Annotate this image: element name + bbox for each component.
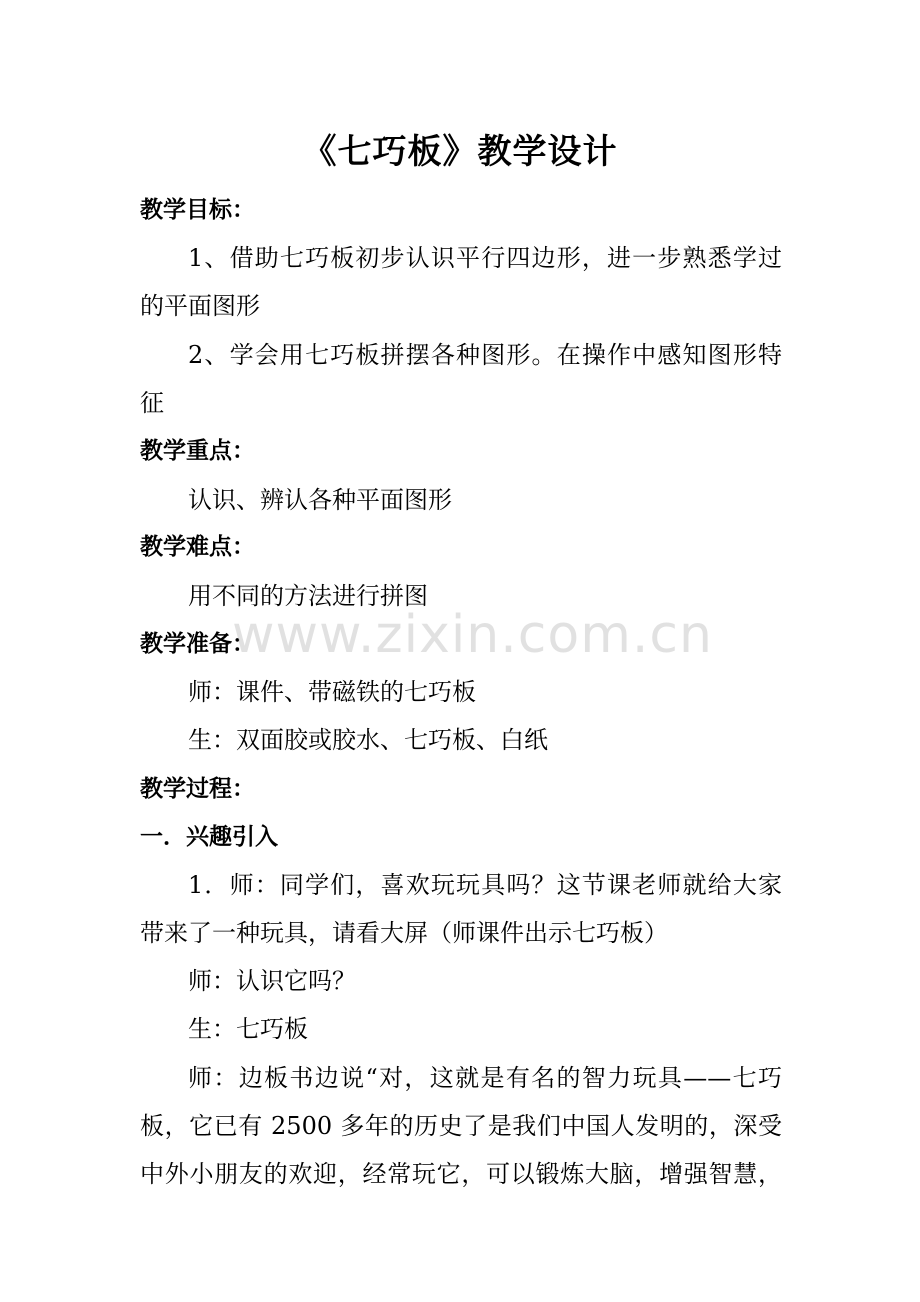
- paragraph-line: 的平面图形: [140, 292, 260, 320]
- section-heading-preparation: 教学准备：: [140, 631, 255, 657]
- document-title: 《七巧板》教学设计: [302, 132, 618, 172]
- section-heading-objectives: 教学目标：: [140, 197, 255, 223]
- paragraph-line: 生：七巧板: [188, 1015, 308, 1043]
- paragraph-line: 师：课件、带磁铁的七巧板: [188, 678, 476, 706]
- paragraph-line: 板，它已有 2500 多年的历史了是我们中国人发明的，深受: [140, 1112, 782, 1140]
- paragraph-line: 1．师：同学们，喜欢玩玩具吗？这节课老师就给大家: [188, 871, 782, 899]
- watermark: www.zixin.com.cn: [232, 605, 713, 665]
- paragraph-line: 征: [140, 389, 164, 417]
- paragraph-line: 中外小朋友的欢迎，经常玩它，可以锻炼大脑，增强智慧，: [140, 1160, 782, 1188]
- paragraph-line: 师：认识它吗？: [188, 967, 356, 995]
- paragraph-line: 带来了一种玩具，请看大屏（师课件出示七巧板）: [140, 919, 668, 947]
- paragraph-line: 生：双面胶或胶水、七巧板、白纸: [188, 726, 548, 754]
- subsection-heading-intro: 一．兴趣引入: [140, 824, 278, 850]
- paragraph-line: 1、借助七巧板初步认识平行四边形，进一步熟悉学过: [188, 244, 782, 272]
- paragraph-line: 认识、辨认各种平面图形: [188, 486, 452, 514]
- section-heading-difficulties: 教学难点：: [140, 534, 255, 560]
- paragraph-line: 师：边板书边说“对，这就是有名的智力玩具——七巧: [188, 1064, 782, 1092]
- section-heading-process: 教学过程：: [140, 776, 255, 802]
- paragraph-line: 2、学会用七巧板拼摆各种图形。在操作中感知图形特: [188, 341, 782, 369]
- section-heading-key-points: 教学重点：: [140, 438, 255, 464]
- paragraph-line: 用不同的方法进行拼图: [188, 582, 428, 610]
